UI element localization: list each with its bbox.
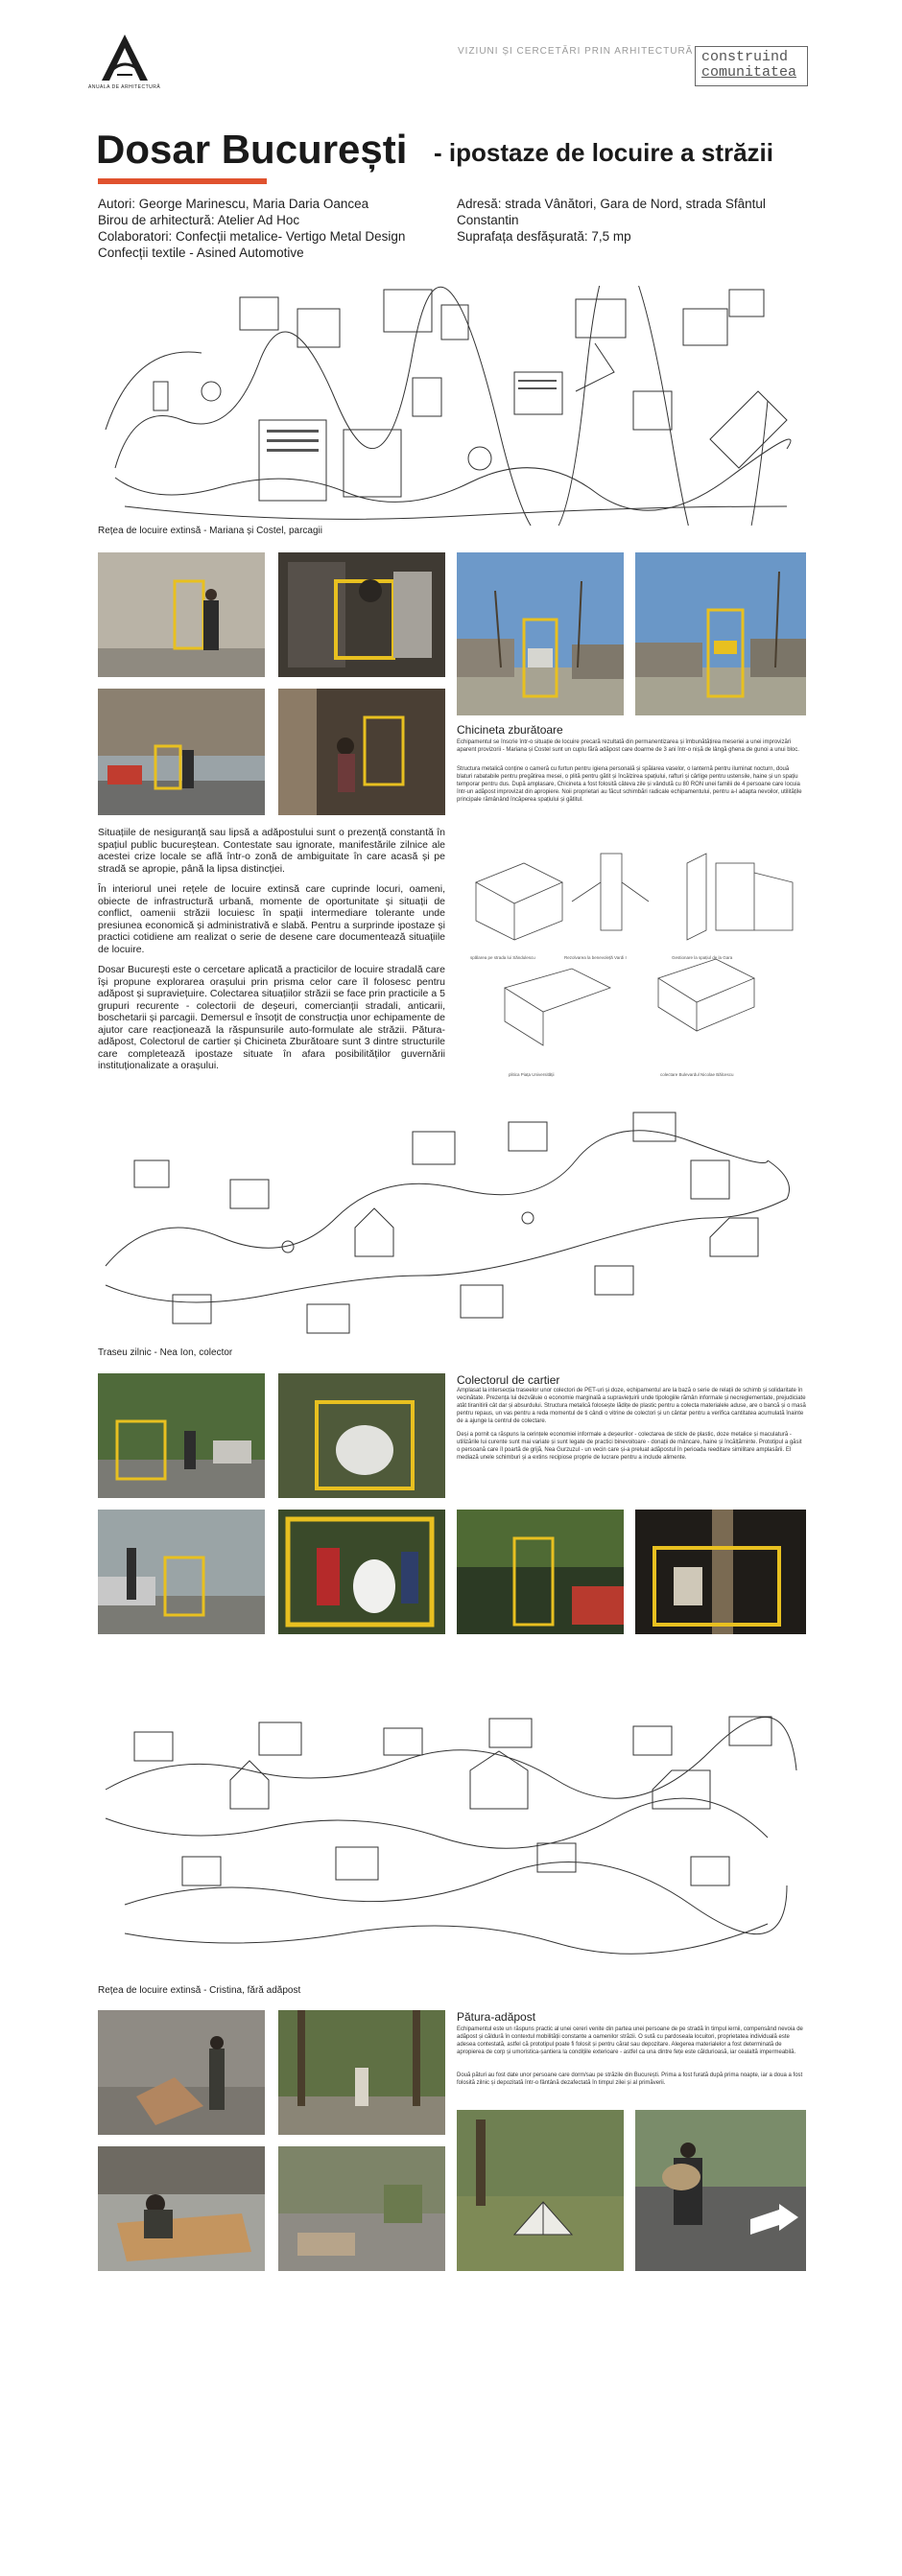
diagram-caption-4: plitica Piața Universității	[509, 1072, 555, 1077]
credit-collaborators: Colaboratori: Confecții metalice- Vertigo Metal Design	[98, 229, 406, 244]
photo-colector-night	[635, 1510, 806, 1634]
title-accent-bar	[98, 178, 267, 184]
photo-chicineta-yard-1	[457, 552, 624, 715]
equipment-diagrams	[466, 844, 806, 1093]
intro-paragraph-3: Dosar București este o cercetare aplicată a practicilor de locuire stradală care își propune explorarea orașului prin prisma celor care îl folosesc pentru adăpost și supraviețuire. Colectarea situațiilor străzii se face prin practicile a 5 grupuri recurente - colectorii de deșeuri, comercianții stradali, anticarii, boschetarii și parcagii. Demersul e însoțit de construcția unor echipamente de ajutor care reacționează la răspunsurile auto-formulate ale străzii. Pătura-adăpost, Colectorul de cartier și Chicineta Zburătoare sunt 3 dintre structurile care completează ipostaze situate în afara posibilităților guvernării instituționalizate a orașului.	[98, 964, 445, 1071]
intro-text	[98, 827, 445, 1081]
cc-logo-line2: comunitatea	[701, 64, 797, 81]
photo-chicineta-street	[98, 689, 265, 815]
section3-body-2: Două pături au fost date unor persoane care dorm/sau pe străzile din București. Prima a fost furată după prima noapte, iar a doua a fost folosită zilnic și depozitată într-o fântână dezafectată în timpul zilei și al primăverii.	[457, 2073, 803, 2086]
cc-logo-line1: construind	[701, 49, 789, 65]
header-note: VIZIUNI ȘI CERCETĂRI PRIN ARHITECTURĂ	[458, 46, 694, 57]
sketch-network-mariana-costel	[96, 286, 806, 526]
photo-colector-clothes	[278, 1510, 445, 1634]
credits-left	[98, 196, 463, 261]
photo-chicineta-cooking	[278, 552, 445, 677]
photo-patura-lane	[278, 2146, 445, 2271]
photo-colector-parked	[98, 1510, 265, 1634]
sketch-caption-1: Rețea de locuire extinsă - Mariana și Costel, parcagii	[98, 526, 322, 536]
photo-chicineta-yard-2	[635, 552, 806, 715]
diagram-caption-3: Gestionare la spațiul de la Gara	[672, 955, 733, 960]
photo-colector-bags	[278, 1373, 445, 1498]
photo-patura-bench	[98, 2146, 265, 2271]
intro-paragraph-1: Situațiile de nesiguranță sau lipsă a adăpostului sunt o prezență constantă în spațiul public bucureștean. Contestate sau ignorate, manifestările zilnice ale acestei crize locale se află într-o zonă de ambiguitate în care acasă și pe stradă se apropie, până la lipsa distincției.	[98, 827, 445, 875]
photo-colector-tree	[457, 1510, 624, 1634]
credits-right	[457, 196, 821, 245]
credit-address: Adresă: strada Vânători, Gara de Nord, strada Sfântul	[457, 197, 766, 211]
section2-title: Colectorul de cartier	[457, 1373, 560, 1387]
credit-address-cont: Constantin	[457, 213, 519, 227]
intro-paragraph-2: În interiorul unei rețele de locuire extinsă care cuprinde locuri, oameni, obiecte de infrastructură urbană, momente de oportunitate și situații de conflict, oamenii străzii locuiesc în spații intermediare tolerante unde presiunea economică și administrativă e slabă. Pentru a surprinde ipostaze și practici cotidiene am realizat o serie de desene care documentează situațiile de locuire.	[98, 883, 445, 955]
credit-area: Suprafața desfășurată: 7,5 mp	[457, 229, 631, 244]
section3-title: Pătura-adăpost	[457, 2010, 536, 2024]
section2-body-1: Amplasat la intersecția traseelor unor colectori de PET-uri și doze, echipamentul are la bază o serie de relații de schimb și solidaritate în vecinătate. Prezența lui dezvăluie o economie marginală a supraviețuirii unde tipologiile rămân informale și necreglementate, prejudiciate atât tiranitirii cât dar și absurdului. Structura metalică folosește lădițe de plastic pentru a colecta materialele aduse, are o bancă și o masă pentru repaus, un vas pentru a reda momentul de ti cândi o vitrine de colectori și un cântar pentru a verifica cantitatea acumulată înainte de a ajunge la centrul de colectare.	[457, 1388, 806, 1424]
sketch-network-cristina	[96, 1713, 806, 1962]
diagram-caption-5: colectare Bulevardul Nicolae Bălcescu	[660, 1072, 734, 1077]
diagram-caption-1: spălarea pe strada lui Săndulescu	[470, 955, 535, 960]
sketch-caption-2: Traseu zilnic - Nea Ion, colector	[98, 1347, 233, 1358]
photo-patura-tent	[457, 2110, 624, 2271]
sketch-caption-3: Rețea de locuire extinsă - Cristina, fără adăpost	[98, 1985, 301, 1996]
logo-caption: ANUALA DE ARHITECTURĂ	[88, 84, 161, 90]
photo-colector-street	[98, 1373, 265, 1498]
photo-patura-sidewalk	[98, 2010, 265, 2135]
section2-body-2: Deși a pornit ca răspuns la cerințele economiei informale a deșeurilor - colectarea de sticle de plastic, doze metalice și maculatură - utilizările lui curente sunt mai variate și sunt legate de practici binevoitoare - donații de mâncare, haine și încălțăminte. Prototipul a găsit o persoană care îl poartă de grijă, Nea Gurzuzul - un vecin care și-a preluat adăpostul în perioada reeditare similitare amplasării. El mediază unele schimburi și a extins recipiose proprie de lucrare pentru a include alimente.	[457, 1432, 802, 1461]
credit-authors: Autori: George Marinescu, Maria Daria Oancea	[98, 197, 369, 211]
photo-chicineta-family	[278, 689, 445, 815]
section1-body-2: Structura metalică conține o cameră cu furtun pentru igiena personală și spălarea vaselor, o lanternă pentru iluminat nocturn, două blaturi rabatabile pentru pregătirea mesei, o plită pentru gătit și încălzirea spațiului, rafturi și cârlige pentru ustensile, haine și un spațiu temporar pentru dus. După amplasare, Chicineta a fost folosită câteva zile și vândută cu 80 RON unei familii de 4 persoane care locuia într-un adăpost improvizat din apropiere. Noii proprietari au făcut schimbări radicale echipamentului, pentru a-l adapta nevoilor, utilitățile principale rămânând încăperea spațiului și gătitul.	[457, 766, 802, 803]
diagram-caption-2: Rezolvarea la benevoleță Vardi I	[564, 955, 627, 960]
section1-body-1: Echipamentul se înscrie într-o situație de locuire precară rezultată din permanentizarea și îmbunătățirea meseriei a unei improvizări aparent provizorii - Mariana și Costel sunt un cuplu fără adăpost care doarme de 3 ani într-o nișă de lângă ghena de gunoi a unui bloc.	[457, 739, 799, 753]
photo-chicineta-wall	[98, 552, 265, 677]
photo-patura-park	[278, 2010, 445, 2135]
page-subtitle: - ipostaze de locuire a străzii	[434, 138, 773, 167]
credit-office: Birou de arhitectură: Atelier Ad Hoc	[98, 213, 300, 227]
credit-textiles: Confecții textile - Asined Automotive	[98, 246, 304, 260]
sketch-route-nea-ion	[96, 1103, 806, 1343]
logo-icon	[96, 31, 154, 90]
section1-title: Chicineta zburătoare	[457, 723, 563, 737]
page-title: Dosar București	[96, 127, 408, 172]
section3-body-1: Echipamentul este un răspuns practic al unei cereri venite din partea unei persoane de pe stradă în timpul iernii, compensând nevoia de adăpost și căldură în contextul mobilității constante a oamenilor străzii. O sută cu pardoseala locuitori, proprietatea individuală este adesea contestată, astfel că prototipul poate fi folosit și pentru cărat sau depozitare. Alegerea materialelor a fost determinată de apropierea de corp și umoristica-șantiera la condițiile exterioare - astfel ca una dintre fețe este căldurioasă, iar cealaltă impermeabilă.	[457, 2026, 803, 2055]
construind-comunitatea-logo	[695, 46, 808, 86]
photo-patura-carry	[635, 2110, 806, 2271]
